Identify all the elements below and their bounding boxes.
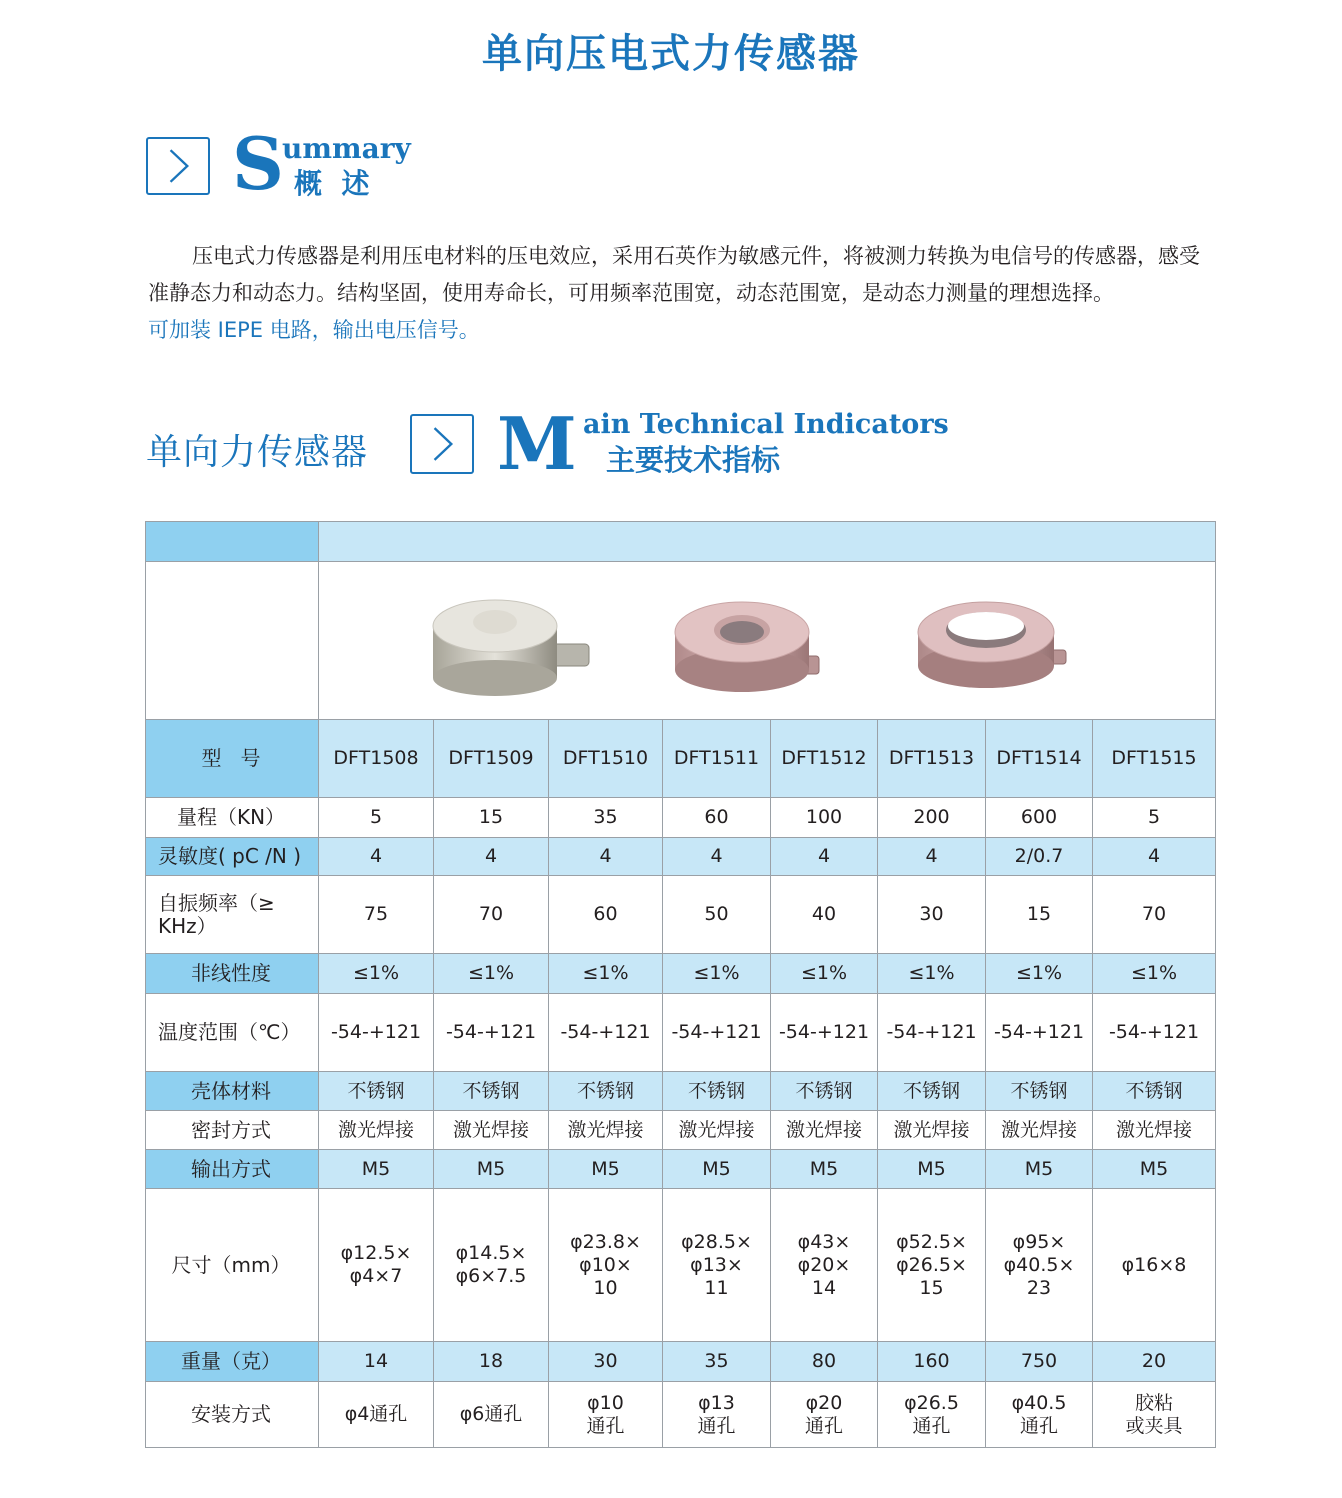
spec-cell: ≤1% (986, 954, 1093, 994)
table-header-band (146, 522, 1216, 562)
page-title: 单向压电式力传感器 (482, 30, 860, 77)
spec-cell: M5 (878, 1150, 986, 1189)
indicators-cn-title: 主要技术指标 (606, 443, 781, 477)
spec-row (146, 1072, 1216, 1111)
spec-row-label: 灵敏度( pC /N ) (146, 838, 319, 876)
spec-cell: 5 (319, 798, 434, 838)
spec-cell: 激光焊接 (878, 1111, 986, 1150)
spec-cell: 不锈钢 (663, 1072, 771, 1111)
indicators-chevron-icon (410, 414, 474, 474)
spec-cell: 18 (434, 1342, 549, 1382)
spec-cell: ≤1% (663, 954, 771, 994)
spec-cell: M5 (434, 1150, 549, 1189)
spec-cell: ≤1% (771, 954, 878, 994)
spec-cell: ≤1% (1093, 954, 1216, 994)
model-cell: DFT1513 (878, 720, 986, 798)
summary-en-title: ummary (282, 132, 411, 165)
indicators-en-title: ain Technical Indicators (583, 409, 949, 440)
summary-cn-title: 概 述 (294, 167, 370, 200)
sensor-cylinder-image (429, 592, 599, 702)
spec-cell: -54-+121 (549, 994, 663, 1072)
spec-cell: 750 (986, 1342, 1093, 1382)
spec-cell: M5 (986, 1150, 1093, 1189)
spec-cell: 4 (771, 838, 878, 876)
spec-cell: -54-+121 (986, 994, 1093, 1072)
spec-cell: 4 (549, 838, 663, 876)
spec-cell: 不锈钢 (771, 1072, 878, 1111)
sensor-ring-small-image (671, 592, 841, 702)
spec-cell: φ23.8× φ10× 10 (549, 1189, 663, 1342)
spec-row (146, 798, 1216, 838)
spec-cell: 40 (771, 876, 878, 954)
spec-cell: 不锈钢 (434, 1072, 549, 1111)
spec-row-label: 重量（克） (146, 1342, 319, 1382)
spec-cell: φ28.5× φ13× 11 (663, 1189, 771, 1342)
spec-cell: φ12.5× φ4×7 (319, 1189, 434, 1342)
spec-cell: 30 (878, 876, 986, 954)
sensor-ring-large-image (914, 592, 1084, 702)
model-cell: DFT1509 (434, 720, 549, 798)
spec-cell: 30 (549, 1342, 663, 1382)
spec-cell: 激光焊接 (663, 1111, 771, 1150)
section-title: 单向力传感器 (146, 432, 369, 473)
spec-cell: 不锈钢 (1093, 1072, 1216, 1111)
spec-cell: 不锈钢 (986, 1072, 1093, 1111)
product-image-row (146, 562, 1216, 720)
spec-cell: φ26.5 通孔 (878, 1382, 986, 1448)
model-row (146, 720, 1216, 798)
spec-cell: -54-+121 (1093, 994, 1216, 1072)
spec-cell: ≤1% (434, 954, 549, 994)
spec-cell: -54-+121 (771, 994, 878, 1072)
spec-cell: 不锈钢 (549, 1072, 663, 1111)
spec-cell: 15 (434, 798, 549, 838)
spec-cell: 35 (549, 798, 663, 838)
spec-cell: M5 (663, 1150, 771, 1189)
spec-cell: φ43× φ20× 14 (771, 1189, 878, 1342)
spec-cell: M5 (1093, 1150, 1216, 1189)
spec-cell: 160 (878, 1342, 986, 1382)
spec-cell: 15 (986, 876, 1093, 954)
spec-cell: 4 (434, 838, 549, 876)
spec-cell: 4 (663, 838, 771, 876)
spec-row (146, 1189, 1216, 1342)
spec-row-label: 输出方式 (146, 1150, 319, 1189)
spec-cell: -54-+121 (319, 994, 434, 1072)
spec-cell: 20 (1093, 1342, 1216, 1382)
spec-cell: -54-+121 (434, 994, 549, 1072)
spec-cell: φ52.5× φ26.5× 15 (878, 1189, 986, 1342)
spec-cell: 4 (878, 838, 986, 876)
spec-cell: 激光焊接 (1093, 1111, 1216, 1150)
spec-cell: ≤1% (878, 954, 986, 994)
spec-cell: M5 (549, 1150, 663, 1189)
spec-cell: -54-+121 (663, 994, 771, 1072)
spec-cell: 100 (771, 798, 878, 838)
spec-cell: ≤1% (319, 954, 434, 994)
spec-row-label: 非线性度 (146, 954, 319, 994)
spec-cell: φ4通孔 (319, 1382, 434, 1448)
spec-row-label: 自振频率（≥ KHz） (146, 876, 319, 954)
spec-row (146, 838, 1216, 876)
spec-cell: M5 (319, 1150, 434, 1189)
spec-cell: 激光焊接 (319, 1111, 434, 1150)
spec-cell: φ16×8 (1093, 1189, 1216, 1342)
spec-cell: 4 (319, 838, 434, 876)
spec-row (146, 1150, 1216, 1189)
spec-cell: ≤1% (549, 954, 663, 994)
model-cell: DFT1508 (319, 720, 434, 798)
spec-cell: 60 (549, 876, 663, 954)
model-cell: DFT1511 (663, 720, 771, 798)
spec-row (146, 1111, 1216, 1150)
summary-iepe-note: 可加装 IEPE 电路，输出电压信号。 (148, 318, 480, 342)
model-label: 型 号 (146, 720, 319, 798)
spec-row-label: 密封方式 (146, 1111, 319, 1150)
spec-row (146, 1342, 1216, 1382)
spec-cell: 70 (434, 876, 549, 954)
spec-cell: φ10 通孔 (549, 1382, 663, 1448)
spec-cell: 70 (1093, 876, 1216, 954)
spec-cell: φ14.5× φ6×7.5 (434, 1189, 549, 1342)
indicators-initial: M (497, 401, 577, 486)
spec-cell: 激光焊接 (434, 1111, 549, 1150)
image-row-label-cell (146, 562, 319, 720)
spec-cell: φ13 通孔 (663, 1382, 771, 1448)
spec-row (146, 954, 1216, 994)
spec-row (146, 1382, 1216, 1448)
spec-cell: 不锈钢 (878, 1072, 986, 1111)
spec-cell: 14 (319, 1342, 434, 1382)
spec-table (145, 521, 1216, 1448)
summary-text (148, 238, 1218, 349)
spec-rows (146, 798, 1216, 1448)
header-band-cell (319, 522, 1216, 562)
spec-row-label: 量程（KN） (146, 798, 319, 838)
spec-cell: 35 (663, 1342, 771, 1382)
spec-row-label: 温度范围（℃） (146, 994, 319, 1072)
spec-cell: 60 (663, 798, 771, 838)
spec-cell: 75 (319, 876, 434, 954)
spec-cell: 4 (1093, 838, 1216, 876)
spec-cell: 激光焊接 (986, 1111, 1093, 1150)
header-band-label-cell (146, 522, 319, 562)
spec-row (146, 876, 1216, 954)
spec-cell: 激光焊接 (771, 1111, 878, 1150)
spec-row-label: 壳体材料 (146, 1072, 319, 1111)
spec-row (146, 994, 1216, 1072)
spec-cell: 不锈钢 (319, 1072, 434, 1111)
model-cell: DFT1512 (771, 720, 878, 798)
model-cell: DFT1510 (549, 720, 663, 798)
spec-cell: 80 (771, 1342, 878, 1382)
model-cell: DFT1515 (1093, 720, 1216, 798)
spec-cell: 2/0.7 (986, 838, 1093, 876)
spec-cell: φ95× φ40.5× 23 (986, 1189, 1093, 1342)
spec-cell: 50 (663, 876, 771, 954)
summary-chevron-icon (146, 137, 210, 195)
spec-cell: -54-+121 (878, 994, 986, 1072)
spec-cell: φ40.5 通孔 (986, 1382, 1093, 1448)
spec-cell: 200 (878, 798, 986, 838)
spec-row-label: 尺寸（mm） (146, 1189, 319, 1342)
spec-row-label: 安装方式 (146, 1382, 319, 1448)
summary-initial: S (232, 121, 284, 206)
product-images (319, 562, 1216, 720)
spec-cell: φ6通孔 (434, 1382, 549, 1448)
summary-paragraph: 压电式力传感器是利用压电材料的压电效应，采用石英作为敏感元件，将被测力转换为电信号的传感器，感受准静态力和动态力。结构坚固，使用寿命长，可用频率范围宽，动态范围宽，是动态力测量的理想选择。 (148, 244, 1200, 305)
spec-cell: 胶粘 或夹具 (1093, 1382, 1216, 1448)
spec-cell: 激光焊接 (549, 1111, 663, 1150)
spec-cell: 600 (986, 798, 1093, 838)
spec-cell: φ20 通孔 (771, 1382, 878, 1448)
spec-cell: 5 (1093, 798, 1216, 838)
model-cell: DFT1514 (986, 720, 1093, 798)
spec-cell: M5 (771, 1150, 878, 1189)
